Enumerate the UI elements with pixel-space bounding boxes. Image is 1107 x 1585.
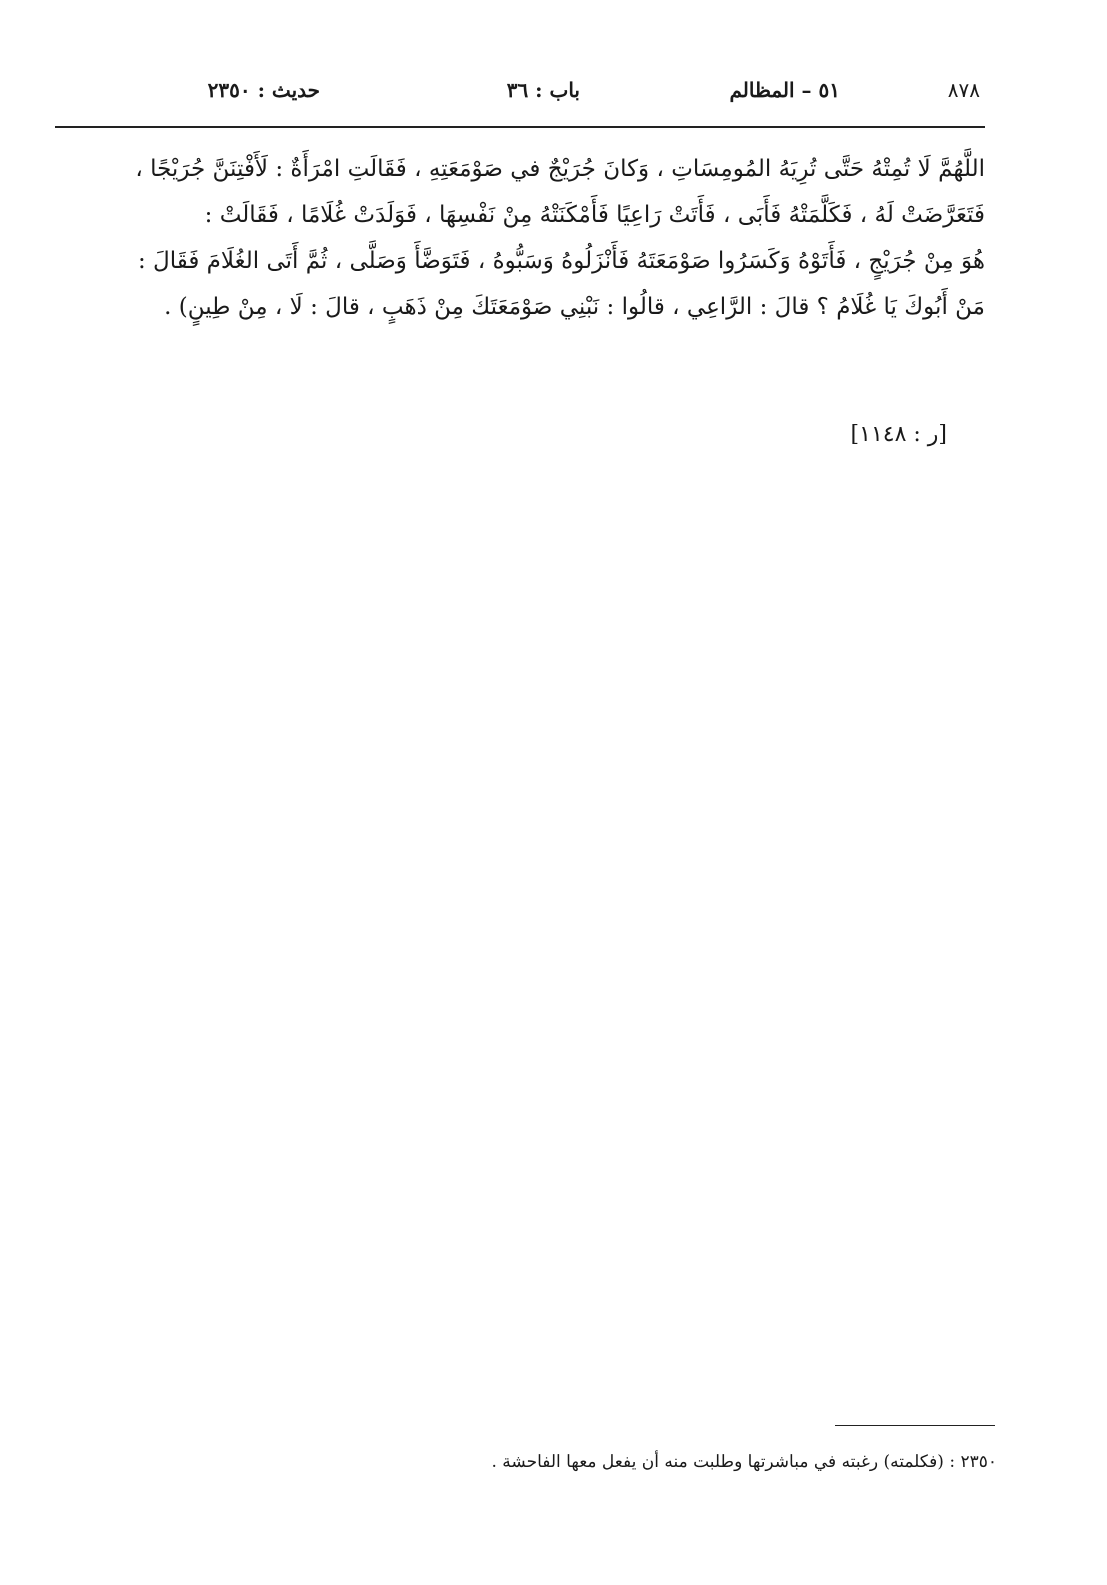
chapter-title: ٥١ – المظالم <box>729 78 840 102</box>
footnote-divider <box>835 1425 995 1426</box>
header-divider <box>55 126 985 128</box>
text-line: فَتَعَرَّضَتْ لَهُ ، فَكَلَّمَتْهُ فَأَبَى ، فَأَتَتْ رَاعِيًا فَأَمْكَنَتْهُ مِنْ نَفْسِهَا ، فَوَلَدَتْ غُلَامًا ، فَقَالَتْ : <box>204 202 985 228</box>
footnote: ٢٣٥٠ : (فكلمته) رغبته في مباشرتها وطلبت منه أن يفعل معها الفاحشة . <box>491 1452 997 1472</box>
text-line: مَنْ أَبُوكَ يَا غُلَامُ ؟ قالَ : الرَّاعِي ، قالُوا : نَبْنِي صَوْمَعَتَكَ مِنْ ذَهَبٍ ، قالَ : لَا ، مِنْ طِينٍ) . <box>164 294 985 320</box>
bab-label: باب : ٣٦ <box>506 78 580 102</box>
page-header <box>150 78 980 118</box>
hadith-label: حديث : ٢٣٥٠ <box>207 78 320 102</box>
hadith-text <box>55 146 985 330</box>
text-line: هُوَ مِنْ جُرَيْجٍ ، فَأَتَوْهُ وَكَسَرُوا صَوْمَعَتَهُ فَأَنْزَلُوهُ وَسَبُّوهُ ، فَتَوَضَّأَ وَصَلَّى ، ثُمَّ أَتَى الغُلَامَ فَقَالَ : <box>137 248 985 274</box>
cross-reference: [ر : ١١٤٨] <box>850 422 947 447</box>
page-number: ٨٧٨ <box>947 78 980 102</box>
text-line: اللَّهُمَّ لَا تُمِتْهُ حَتَّى تُرِيَهُ المُومِسَاتِ ، وَكانَ جُرَيْجٌ في صَوْمَعَتِهِ ، فَقَالَتِ امْرَأَةٌ : لَأَفْتِنَنَّ جُرَيْجًا ، <box>135 156 985 182</box>
